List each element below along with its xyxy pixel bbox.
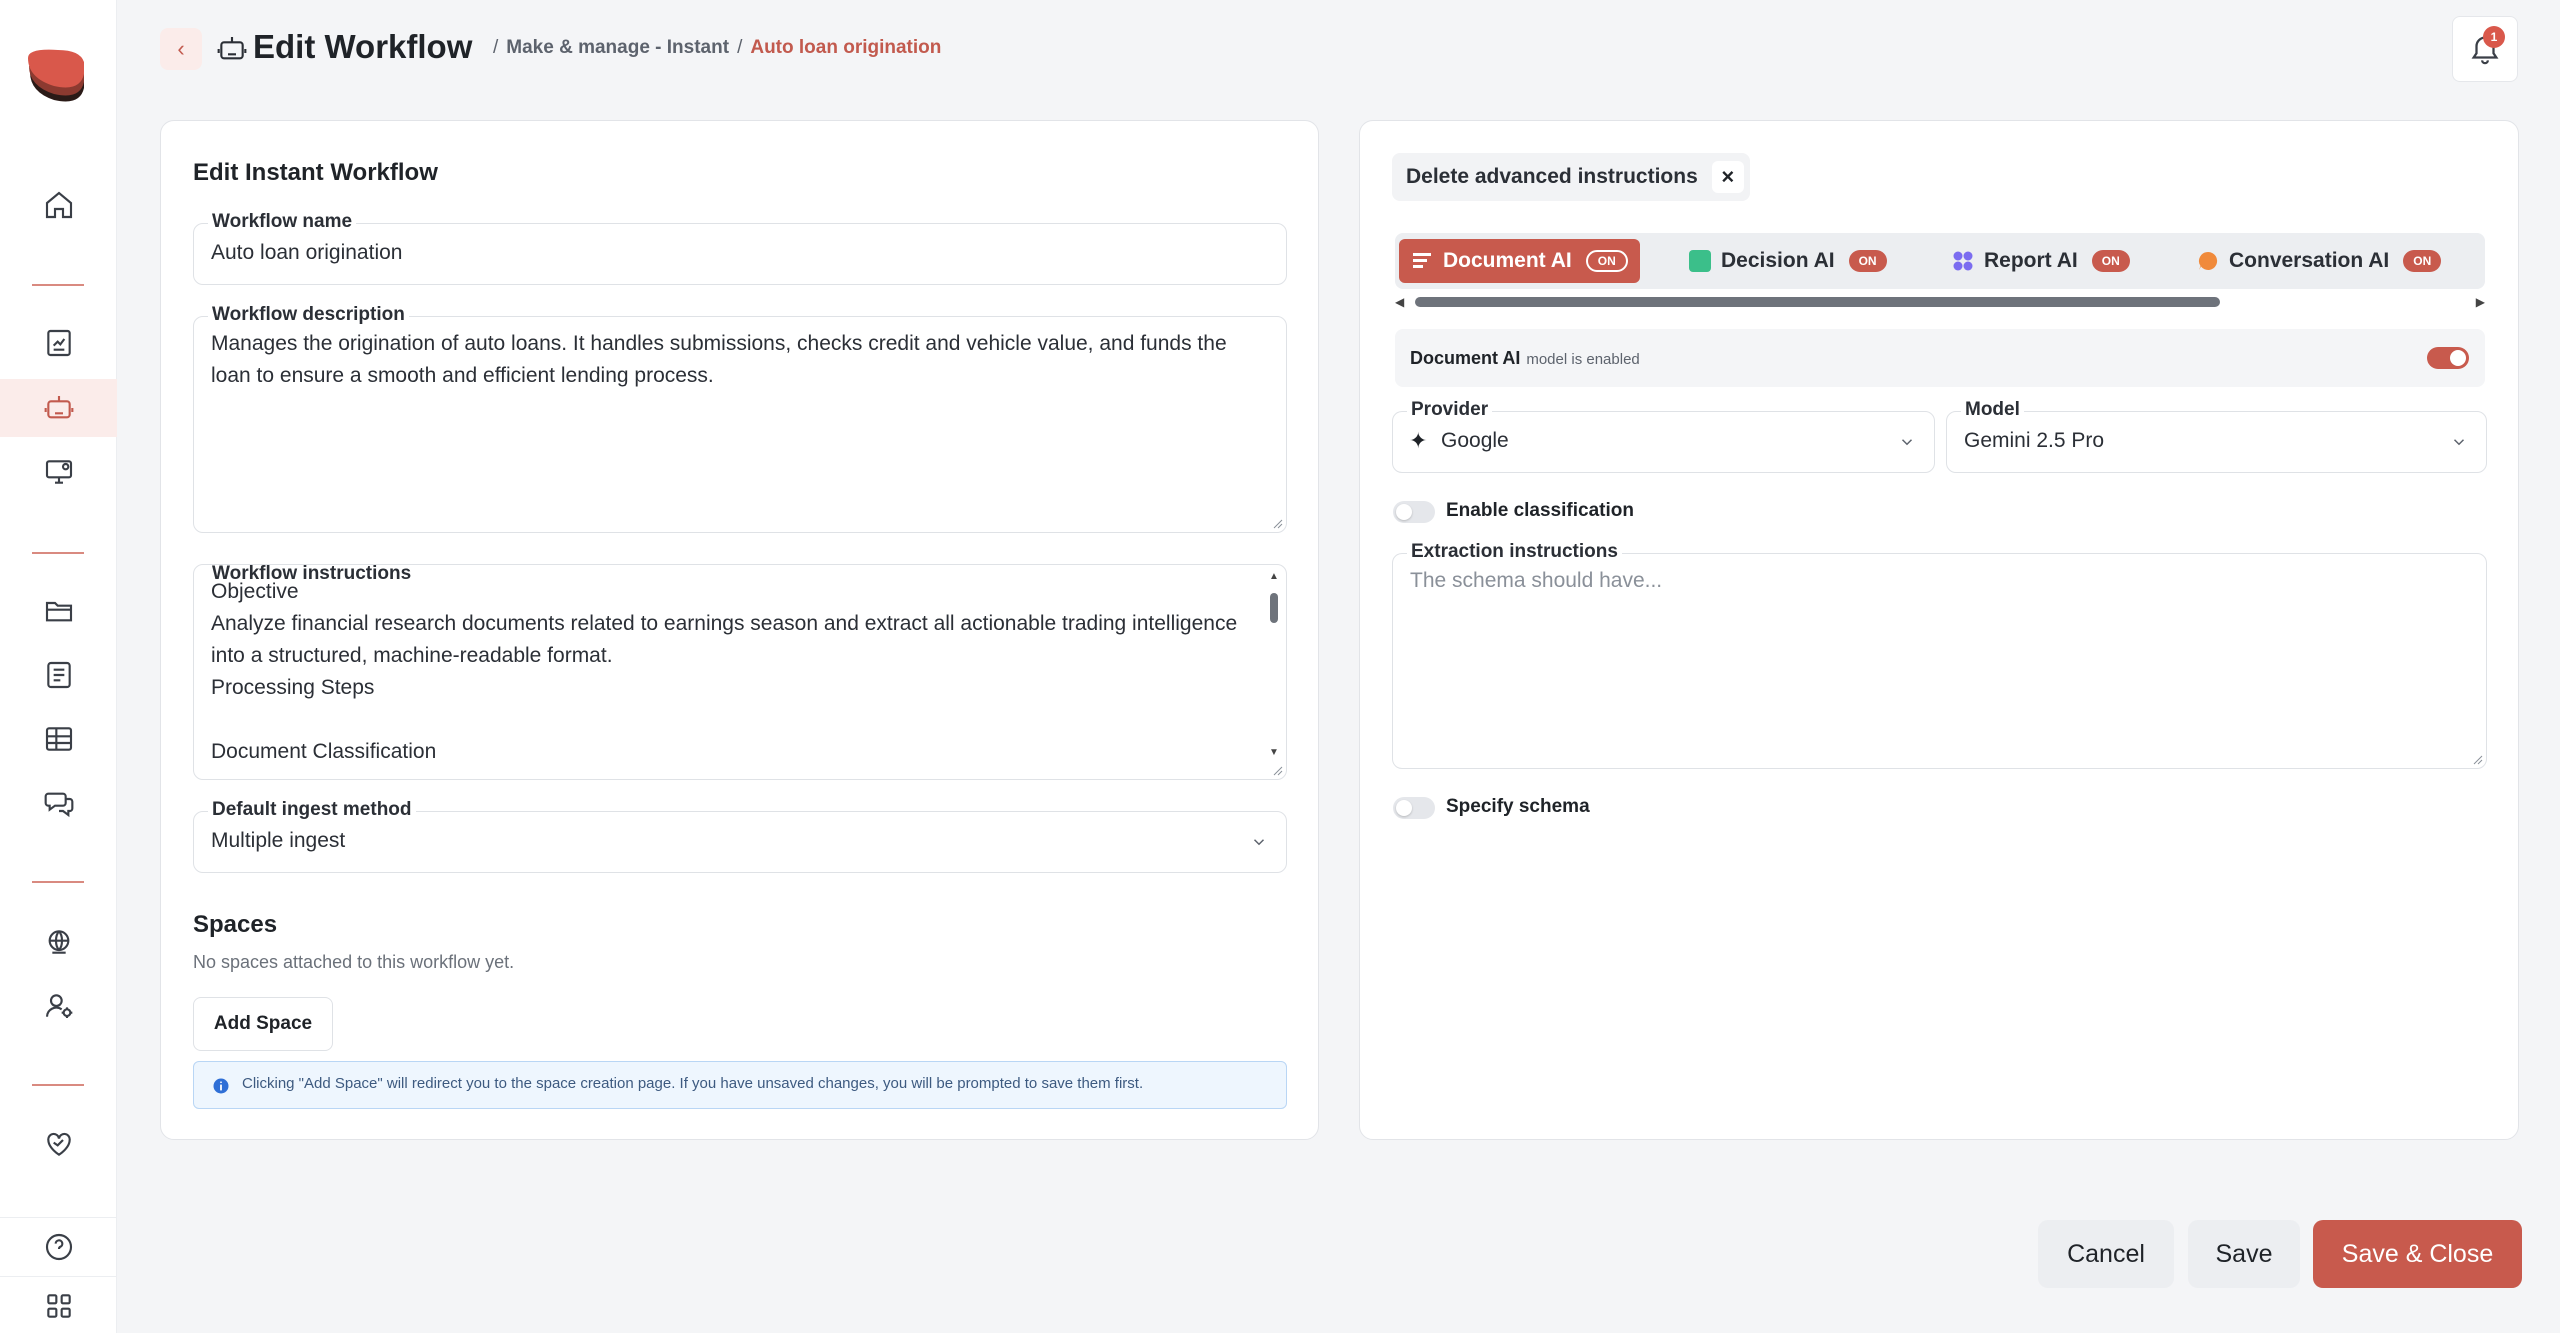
tab-conversation-ai[interactable] <box>2185 239 2453 283</box>
workflow-description-text <box>211 328 1261 392</box>
decision-icon <box>1689 250 1711 272</box>
spaces-empty-text: No spaces attached to this workflow yet. <box>193 952 515 972</box>
scrollbar-thumb[interactable] <box>1270 593 1278 623</box>
breadcrumb-link[interactable]: Make & manage - Instant <box>506 37 730 58</box>
report-book-icon[interactable] <box>0 314 117 372</box>
workflow-instructions-field[interactable] <box>193 564 1287 780</box>
globe-settings-icon[interactable] <box>0 913 117 971</box>
status-badge: ON <box>2092 250 2130 272</box>
status-badge: ON <box>1586 250 1628 272</box>
breadcrumb-current: Auto loan origination <box>750 37 942 58</box>
text-line: Processing Steps <box>211 676 375 699</box>
model-enabled-text <box>1410 348 1640 369</box>
breadcrumb: / Make & manage - Instant / Auto loan origination <box>493 37 942 58</box>
extraction-instructions-placeholder: The schema should have... <box>1410 569 1663 592</box>
sidebar-divider <box>32 1084 84 1086</box>
text-line: Manages the origination of auto loans. It handles submissions, checks credit and vehicle value, and funds the <box>211 332 1227 355</box>
page-title: Edit Workflow <box>253 28 473 65</box>
help-circle-icon[interactable] <box>0 1218 117 1276</box>
ai-tabs <box>1395 233 2485 289</box>
apps-grid-icon[interactable] <box>0 1277 117 1333</box>
sidebar-divider <box>32 881 84 883</box>
tab-label: Decision AI <box>1721 249 1835 272</box>
sidebar-divider <box>32 284 84 286</box>
provider-value: Google <box>1441 429 1509 452</box>
workflow-instructions-text <box>211 576 1261 768</box>
field-label: Provider <box>1407 399 1492 421</box>
text-line: Document Classification <box>211 740 437 763</box>
report-grid-icon <box>1952 250 1974 272</box>
robot-icon[interactable] <box>0 379 117 437</box>
chevron-down-icon <box>1250 833 1268 851</box>
scrollbar-thumb[interactable] <box>1415 297 2220 307</box>
sidebar-divider <box>32 552 84 554</box>
robot-icon <box>216 33 248 65</box>
model-name: Document AI <box>1410 348 1521 368</box>
spaces-title: Spaces <box>193 911 278 938</box>
notification-badge: 1 <box>2483 26 2505 48</box>
model-value: Gemini 2.5 Pro <box>1964 429 2105 452</box>
tab-label: Conversation AI <box>2229 249 2390 272</box>
workflow-name-value: Auto loan origination <box>211 241 403 264</box>
conversation-icon <box>2197 250 2219 272</box>
resize-handle-icon[interactable] <box>1271 517 1283 529</box>
provider-select[interactable] <box>1392 399 1935 473</box>
logo-icon[interactable] <box>24 44 90 110</box>
resize-handle-icon[interactable] <box>1271 764 1283 776</box>
back-button[interactable] <box>160 28 202 70</box>
enable-classification-label: Enable classification <box>1446 500 1634 521</box>
field-label: Default ingest method <box>208 799 416 821</box>
scroll-left-icon[interactable]: ◀ <box>1395 295 1405 309</box>
scroll-up-icon[interactable]: ▲ <box>1269 571 1279 582</box>
add-space-button[interactable]: Add Space <box>193 997 333 1051</box>
chip-label: Delete advanced instructions <box>1406 165 1698 188</box>
model-enabled-suffix: model is enabled <box>1526 351 1640 368</box>
scroll-down-icon[interactable]: ▼ <box>1269 747 1279 758</box>
sparkle-icon: ✦ <box>1409 428 1428 453</box>
field-label: Workflow instructions <box>208 564 415 585</box>
cancel-button[interactable]: Cancel <box>2038 1220 2174 1288</box>
text-line: loan to ensure a smooth and efficient lending process. <box>211 364 714 387</box>
info-icon <box>212 1077 230 1095</box>
user-settings-icon[interactable] <box>0 977 117 1035</box>
model-select[interactable] <box>1946 399 2487 473</box>
field-label: Workflow description <box>208 304 409 326</box>
specify-schema-label: Specify schema <box>1446 796 1590 817</box>
tab-decision-ai[interactable] <box>1677 239 1899 283</box>
specify-schema-toggle[interactable] <box>1393 797 1435 819</box>
workflow-name-field[interactable] <box>193 211 1287 285</box>
text-line: Analyze financial research documents related to earnings season and extract all actionable trading intelligence <box>211 612 1238 635</box>
monitor-settings-icon[interactable] <box>0 443 117 501</box>
table-grid-icon[interactable] <box>0 710 117 768</box>
home-icon[interactable] <box>0 176 117 234</box>
tab-document-ai[interactable] <box>1399 239 1640 283</box>
workflow-description-field[interactable] <box>193 304 1287 533</box>
sidebar <box>0 0 117 1333</box>
resize-handle-icon[interactable] <box>2471 753 2483 765</box>
tab-label: Report AI <box>1984 249 2078 272</box>
save-and-close-button[interactable]: Save & Close <box>2313 1220 2522 1288</box>
chevron-down-icon <box>2450 433 2468 451</box>
model-enabled-bar <box>1395 329 2485 387</box>
folder-icon[interactable] <box>0 582 117 640</box>
info-banner <box>193 1061 1287 1109</box>
text-line: Objective <box>211 580 299 603</box>
close-icon[interactable]: × <box>1712 161 1744 193</box>
tabs-horizontal-scrollbar[interactable] <box>1395 295 2485 309</box>
extraction-instructions-field[interactable] <box>1392 541 2487 769</box>
delete-advanced-instructions-chip <box>1392 153 1750 201</box>
field-label: Model <box>1961 399 2024 421</box>
text-line <box>211 704 1261 736</box>
field-label: Extraction instructions <box>1407 541 1622 563</box>
status-badge: ON <box>1849 250 1887 272</box>
card-title: Edit Instant Workflow <box>193 159 438 186</box>
status-badge: ON <box>2403 250 2441 272</box>
info-text: Clicking "Add Space" will redirect you to the space creation page. If you have unsaved changes, you will be prompted to save them first. <box>242 1075 1144 1092</box>
document-lines-icon <box>1411 250 1433 272</box>
ingest-method-value: Multiple ingest <box>211 829 346 852</box>
model-enabled-toggle[interactable] <box>2427 347 2469 369</box>
tab-report-ai[interactable] <box>1940 239 2142 283</box>
scroll-right-icon[interactable]: ▶ <box>2475 295 2485 309</box>
chevron-left-icon: ‹ <box>177 36 185 61</box>
chevron-down-icon <box>1898 433 1916 451</box>
document-list-icon[interactable] <box>0 646 117 704</box>
ingest-method-select[interactable] <box>193 799 1287 873</box>
save-button[interactable]: Save <box>2188 1220 2300 1288</box>
notifications-button[interactable] <box>2452 16 2518 82</box>
chat-bubbles-icon[interactable] <box>0 774 117 832</box>
field-label: Workflow name <box>208 211 356 233</box>
advanced-instructions-card <box>1359 120 2519 1140</box>
edit-workflow-card <box>160 120 1319 1140</box>
text-line: into a structured, machine-readable format. <box>211 644 613 667</box>
enable-classification-toggle[interactable] <box>1393 501 1435 523</box>
vertical-scrollbar[interactable] <box>1268 571 1280 759</box>
heart-handshake-icon[interactable] <box>0 1115 117 1173</box>
tab-label: Document AI <box>1443 249 1572 272</box>
